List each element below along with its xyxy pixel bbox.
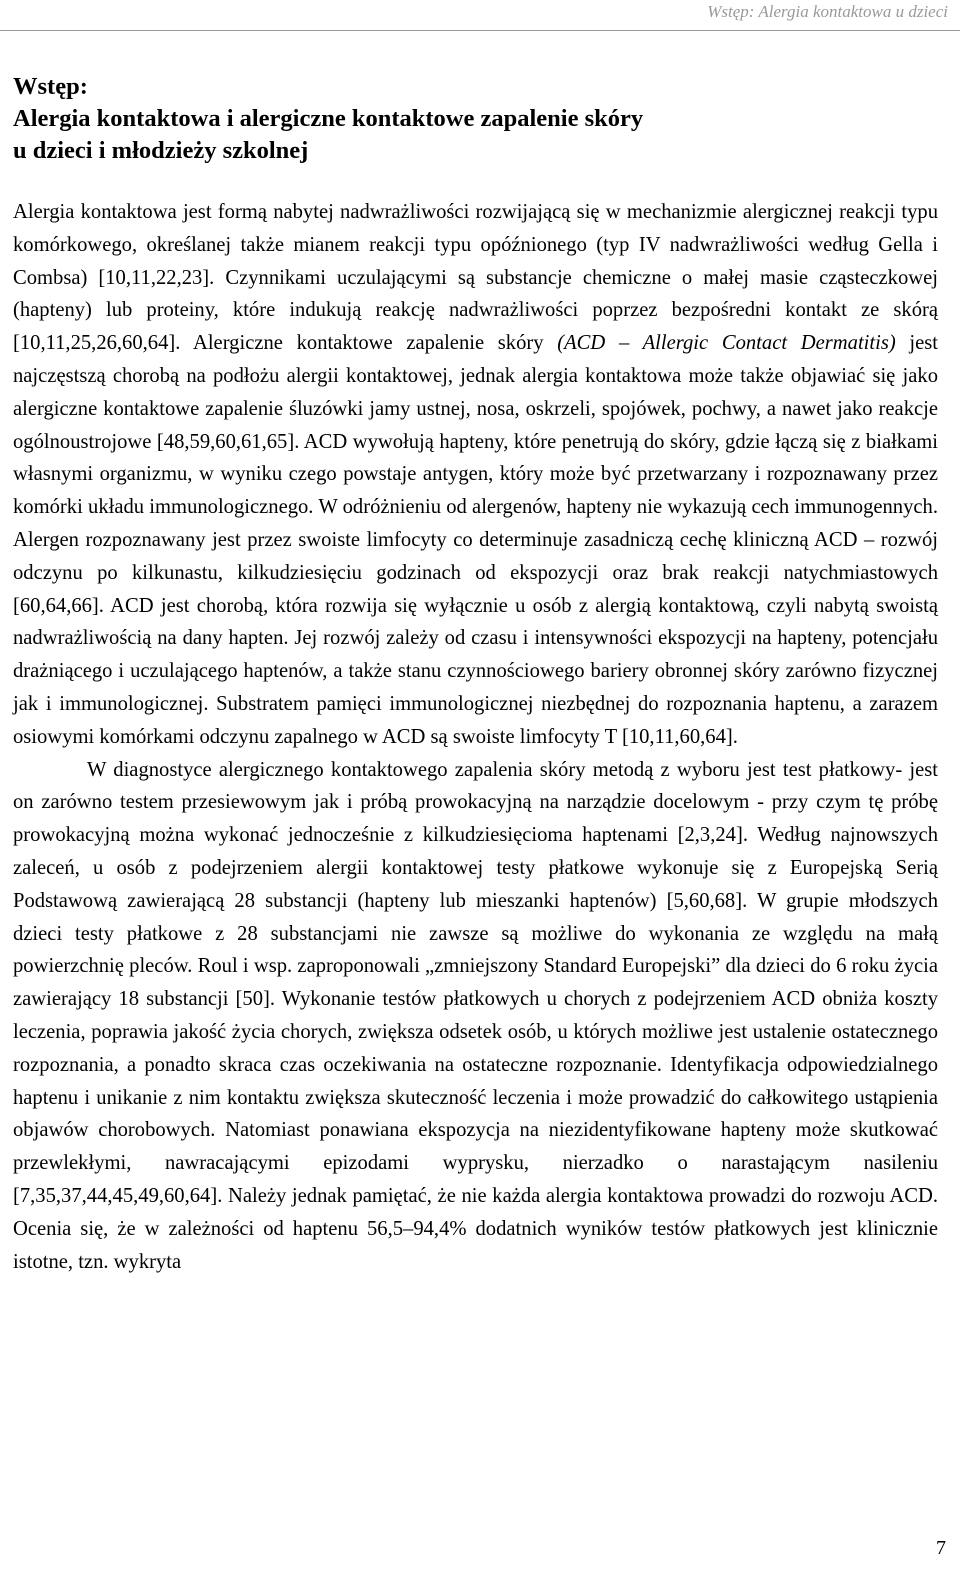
title-line-1: Wstęp: xyxy=(13,73,88,100)
paragraph-1-italic: (ACD – Allergic Contact Dermatitis) xyxy=(557,332,896,355)
body-text xyxy=(13,196,938,1278)
title-line-3: u dzieci i młodzieży szkolnej xyxy=(13,137,309,164)
paragraph-1 xyxy=(13,196,938,754)
paragraph-1-part-2: jest najczęstszą chorobą na podłożu alergii kontaktowej, jednak alergia kontaktowa może także objawiać się jako alergiczne kontaktowe zapalenie śluzówki jamy ustnej, nosa, oskrzeli, spojówek, pochwy, a nawet jako reakcje ogólnoustrojowe [48,59,60,61,65]. ACD wywołują hapteny, które penetrują do skóry, gdzie łączą się z białkami własnymi organizmu, w wyniku czego powstaje antygen, który może być przetwarzany i rozpoznawany przez komórki układu immunologicznego. W odróżnieniu od alergenów, hapteny nie wykazują cech immunogennych. Alergen rozpoznawany jest przez swoiste limfocyty co determinuje zasadniczą cechę kliniczną ACD – rozwój odczynu po kilkunastu, kilkudziesięciu godzinach od ekspozycji oraz brak reakcji natychmiastowych [60,64,66]. ACD jest chorobą, która rozwija się wyłącznie u osób z alergią kontaktową, czyli nabytą swoistą nadwrażliwością na dany hapten. Jej rozwój zależy od czasu i intensywności ekspozycji na hapteny, potencjału drażniącego i uczulającego haptenów, a także stanu czynnościowego bariery obronnej skóry zarówno fizycznej jak i immunologicznej. Substratem pamięci immunologicznej niezbędnej do rozpoznania haptenu, a zarazem osiowymi komórkami odczynu zapalnego w ACD są swoiste limfocyty T [10,11,60,64]. xyxy=(13,332,938,748)
chapter-title xyxy=(13,71,943,167)
paragraph-1-part-1: Alergia kontaktowa jest formą nabytej nadwrażliwości rozwijającą się w mechanizmie alergicznej reakcji typu komórkowego, określanej także mianem reakcji typu opóźnionego (typ IV nadwrażliwości według Gella i Combsa) [10,11,22,23]. Czynnikami uczulającymi są substancje chemiczne o małej masie cząsteczkowej (hapteny) lub proteiny, które indukują reakcję nadwrażliwości poprzez bezpośredni kontakt ze skórą [10,11,25,26,60,64]. Alergiczne kontaktowe zapalenie skóry xyxy=(13,201,938,355)
running-header: Wstęp: Alergia kontaktowa u dzieci xyxy=(707,2,948,21)
header-divider xyxy=(0,30,960,31)
paragraph-2: W diagnostyce alergicznego kontaktowego zapalenia skóry metodą z wyboru jest test płatkowy- jest on zarówno testem przesiewowym jak i próbą prowokacyjną na narządzie docelowym - przy czym tę próbę prowokacyjną można wykonać jednocześnie z kilkudziesięcioma haptenami [2,3,24]. Według najnowszych zaleceń, u osób z podejrzeniem alergii kontaktowej testy płatkowe wykonuje się z Europejską Serią Podstawową zawierającą 28 substancji (hapteny lub mieszanki haptenów) [5,60,68]. W grupie młodszych dzieci testy płatkowe z 28 substancjami nie zawsze są możliwe do wykonania ze względu na małą powierzchnię pleców. Roul i wsp. zaproponowali „zmniejszony Standard Europejski” dla dzieci do 6 roku życia zawierający 18 substancji [50]. Wykonanie testów płatkowych u chorych z podejrzeniem ACD obniża koszty leczenia, poprawia jakość życia chorych, zwiększa odsetek osób, u których możliwe jest ustalenie ostatecznego rozpoznania, a ponadto skraca czas oczekiwania na ostateczne rozpoznanie. Identyfikacja odpowiedzialnego haptenu i unikanie z nim kontaktu zwiększa skuteczność leczenia i może prowadzić do całkowitego ustąpienia objawów chorobowych. Natomiast ponawiana ekspozycja na niezidentyfikowane hapteny może skutkować przewlekłymi, nawracającymi epizodami wyprysku, nierzadko o narastającym nasileniu [7,35,37,44,45,49,60,64]. Należy jednak pamiętać, że nie każda alergia kontaktowa prowadzi do rozwoju ACD. Ocenia się, że w zależności od haptenu 56,5–94,4% dodatnich wyników testów płatkowych jest klinicznie istotne, tzn. wykryta xyxy=(13,758,938,1273)
title-line-2: Alergia kontaktowa i alergiczne kontaktowe zapalenie skóry xyxy=(13,105,644,132)
page-number: 7 xyxy=(936,1537,946,1559)
